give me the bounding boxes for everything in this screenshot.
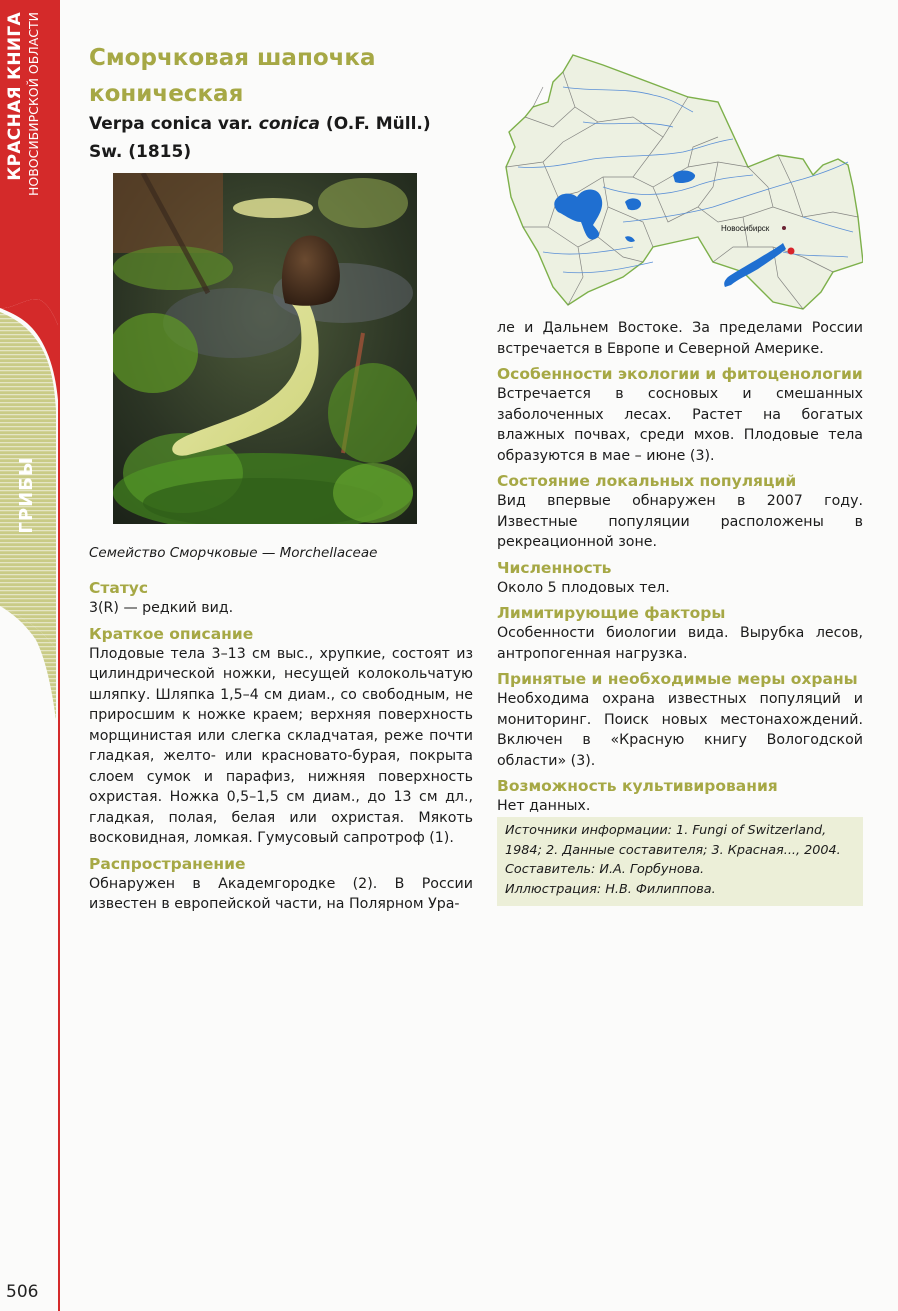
status-heading: Статус — [89, 579, 149, 597]
distribution-map — [503, 47, 863, 312]
book-title: КРАСНАЯ КНИГА — [5, 12, 25, 181]
populations-heading: Состояние локальных популяций — [497, 472, 797, 490]
populations-text: Вид впервые обнаружен в 2007 году. Известные популяции расположены в рекреационной зоне. — [497, 493, 863, 550]
left-text-column — [89, 579, 473, 915]
sources-line1: Источники информации: 1. Fungi of Switzerland, — [505, 823, 827, 838]
sources-box — [497, 817, 863, 906]
latin-author: (O.F. Müll.) — [325, 114, 431, 134]
species-title — [89, 40, 489, 112]
book-title-vertical — [4, 12, 56, 222]
distribution-heading: Распространение — [89, 854, 246, 873]
page-number: 506 — [6, 1282, 39, 1302]
description-heading: Краткое описание — [89, 624, 254, 643]
latin-year: Sw. (1815) — [89, 142, 192, 162]
family-caption: Семейство Сморчковые — Morchellaceae — [89, 545, 378, 561]
limiting-heading: Лимитирующие факторы — [497, 604, 726, 622]
city-label: Новосибирск — [721, 224, 770, 233]
section-label-vertical — [10, 440, 44, 550]
protection-heading: Принятые и необходимые меры охраны — [497, 670, 858, 688]
status-text: 3(R) — редкий вид. — [89, 600, 234, 616]
distribution-text-part1: Обнаружен в Академгородке (2). В России известен в европейской части, на Полярном Ура- — [89, 875, 473, 912]
distribution-text-part2: ле и Дальнем Востоке. За пределами России встречается в Европе и Северной Америке. — [497, 320, 863, 357]
illustration-credit: Иллюстрация: Н.В. Филиппова. — [505, 881, 716, 897]
region-map — [503, 47, 863, 312]
right-text-column — [497, 318, 863, 817]
species-title-line2: коническая — [89, 81, 244, 107]
city-dot-icon — [782, 226, 786, 230]
record-dot-icon — [788, 248, 795, 255]
abundance-heading: Численность — [497, 558, 612, 577]
species-photo — [113, 173, 417, 524]
cultivation-text: Нет данных. — [497, 798, 591, 814]
strip-edge-line — [58, 0, 60, 1311]
compiler: Составитель: И.А. Горбунова. — [505, 862, 705, 877]
sources-line2: 1984; 2. Данные составителя; 3. Красная..., 2004. — [505, 842, 841, 858]
species-title-line1: Сморчковая шапочка — [89, 45, 376, 71]
limiting-text: Особенности биологии вида. Вырубка лесов, антропогенная нагрузка. — [497, 625, 863, 662]
protection-text: Необходима охрана известных популяций и мониторинг. Поиск новых местонахождений. Включен в «Красную книгу Вологодской области» (3). — [497, 691, 863, 769]
book-region: НОВОСИБИРСКОЙ ОБЛАСТИ — [26, 12, 41, 197]
ecology-text: Встречается в сосновых и смешанных заболоченных лесах. Растет на богатых влажных почвах, среди мхов. Плодовые тела образуются в мае – июне (3). — [497, 386, 863, 464]
section-label: ГРИБЫ — [16, 456, 37, 534]
ecology-heading: Особенности экологии и фитоценологии — [497, 365, 863, 383]
latin-genus: Verpa conica var. — [89, 114, 253, 134]
cultivation-heading: Возможность культивирования — [497, 777, 778, 795]
mushroom-illustration — [113, 173, 417, 524]
latin-variety: conica — [258, 114, 320, 134]
abundance-text: Около 5 плодовых тел. — [497, 579, 670, 596]
latin-name — [89, 110, 489, 166]
description-text: Плодовые тела 3–13 см выс., хрупкие, состоят из цилиндрической ножки, несущей колокольчатую шляпку. Шляпка 1,5–4 см диам., со свободным, не приросшим к ножке краем; верхняя поверхность морщинистая или слегка складчатая, реже почти гладкая, желто- или красновато-бурая, покрыта слоем сумок и парафиз, нижняя поверхность охристая. Ножка 0,5–1,5 см диам., до 13 см дл., гладкая, полая, белая или охристая. Мякоть восковидная, ломкая. Гумусовый сапротроф (1). — [89, 645, 473, 846]
